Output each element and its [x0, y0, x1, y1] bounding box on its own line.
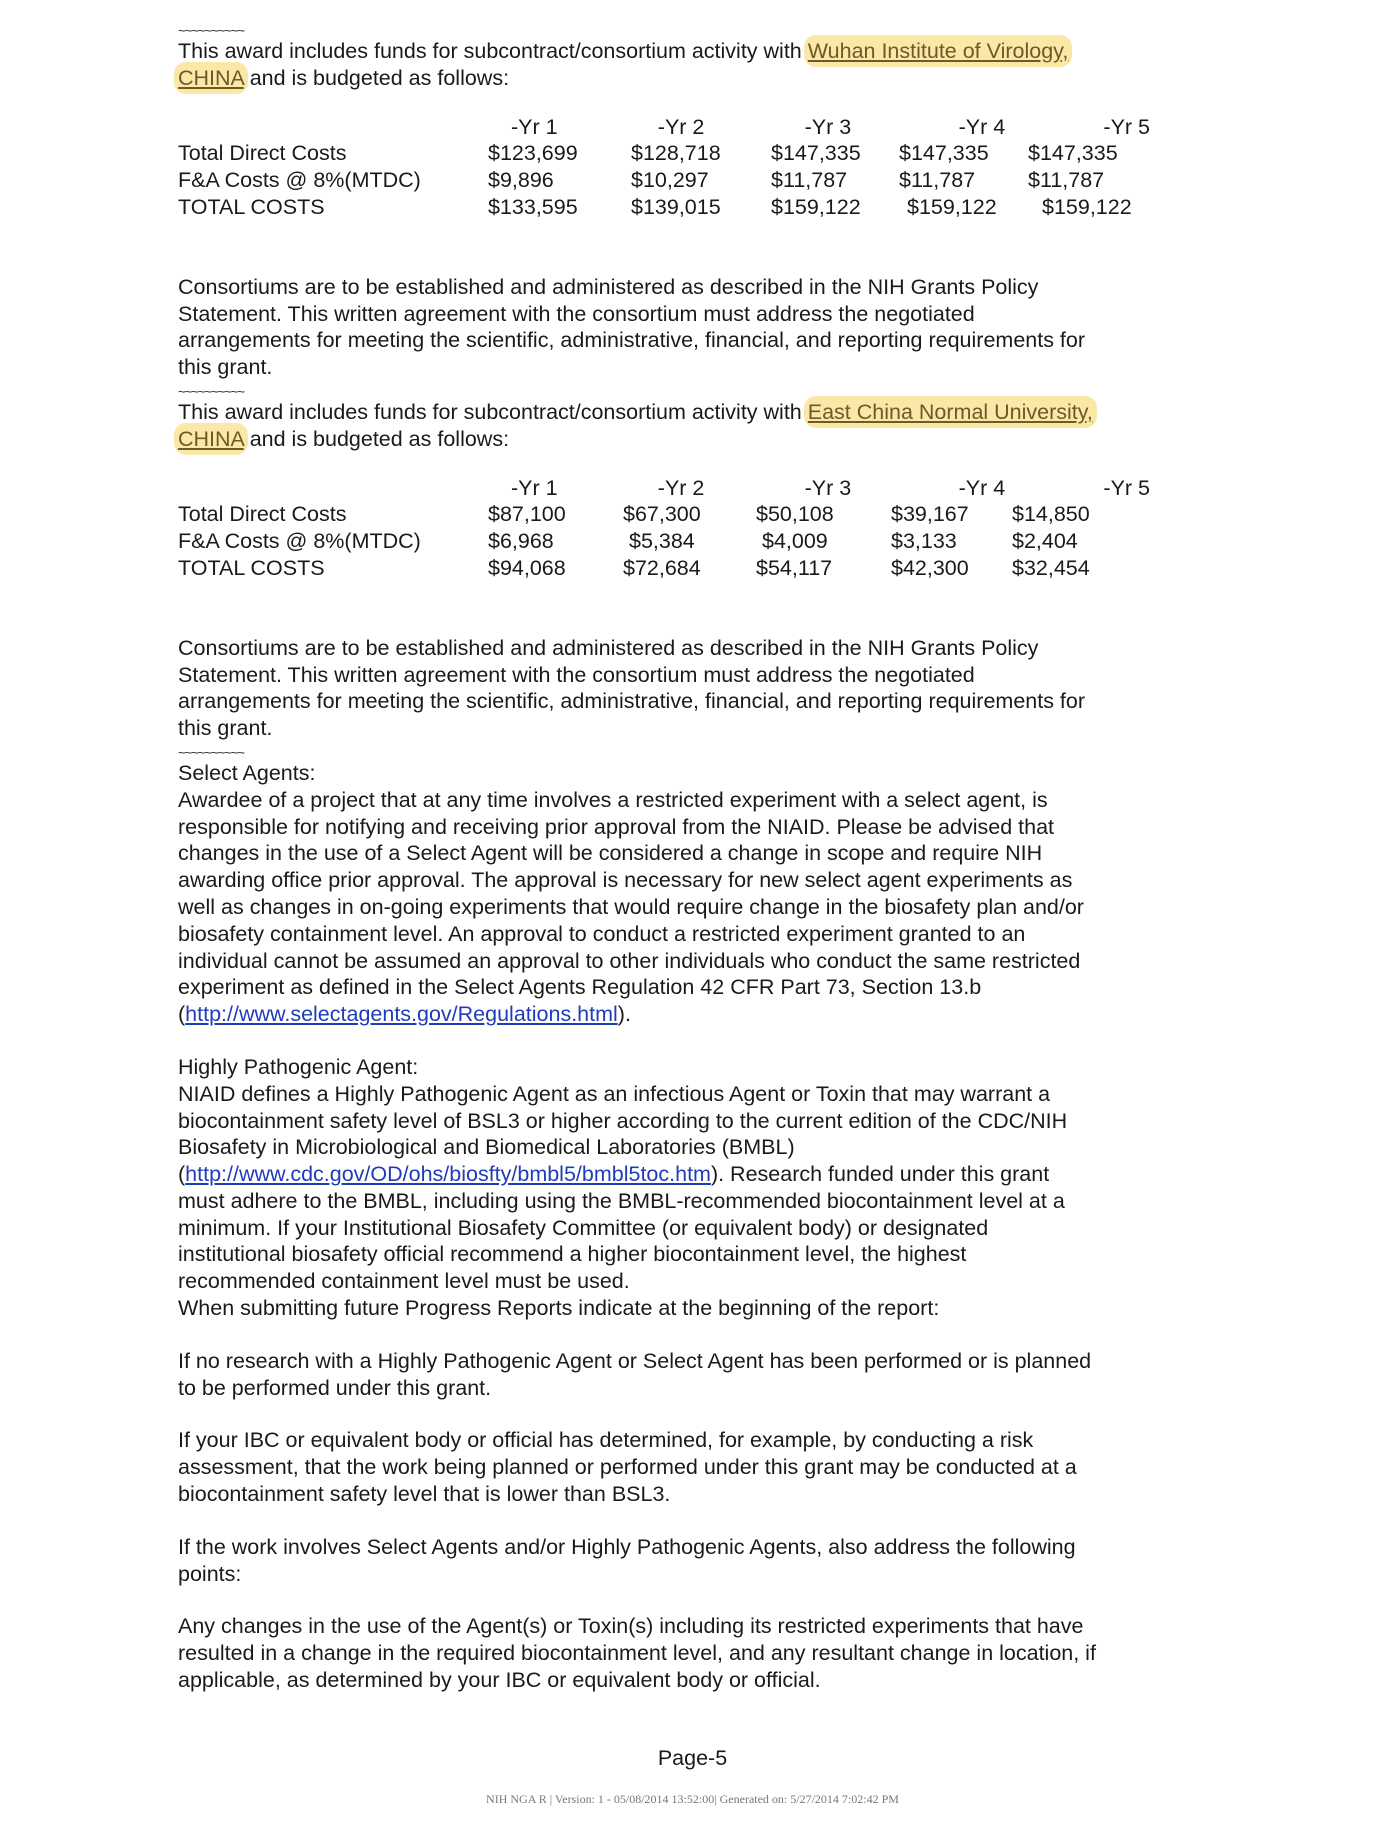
paragraph-line: If the work involves Select Agents and/or Highly Pathogenic Agents, also address the following — [178, 1534, 1076, 1559]
year-header: -Yr 5 — [1103, 475, 1150, 500]
ibc-paragraph — [178, 1427, 1198, 1507]
policy-line: this grant. — [178, 355, 273, 380]
paragraph-line: If no research with a Highly Pathogenic Agent or Select Agent has been performed or is planned — [178, 1348, 1092, 1373]
institution-link[interactable]: Wuhan Institute of Virology, — [807, 39, 1069, 63]
pathogenic-paragraph — [178, 1081, 1198, 1322]
paragraph-line: Awardee of a project that at any time involves a restricted experiment with a select agent, is — [178, 787, 1048, 812]
budget-row — [178, 140, 1132, 167]
cell-value: $147,335 — [771, 141, 861, 166]
year-header: -Yr 1 — [511, 114, 558, 139]
cell-value: $67,300 — [623, 502, 701, 527]
budget-row-total — [178, 555, 1090, 582]
institution-link[interactable]: East China Normal University, — [807, 399, 1093, 424]
budget-row — [178, 167, 1132, 194]
policy-line: this grant. — [178, 716, 273, 741]
policy-line: Statement. This written agreement with the consortium must address the negotiated — [178, 662, 975, 687]
cell-value: $159,122 — [1042, 194, 1132, 219]
year-header: -Yr 4 — [958, 114, 1006, 139]
consortium-ecnu-section — [178, 399, 1198, 742]
paragraph-line: minimum. If your Institutional Biosafety Committee (or equivalent body) or designated — [178, 1215, 989, 1240]
paragraph-line: points: — [178, 1561, 242, 1586]
paragraph-line: biocontainment safety level of BSL3 or higher according to the current edition of the CDC/NIH — [178, 1108, 1068, 1133]
paragraph-line: well as changes in on-going experiments that would require change in the biosafety plan and/or — [178, 894, 1084, 919]
select-agents-paragraph — [178, 787, 1198, 1028]
paren: ( — [178, 1002, 186, 1027]
budget-row — [178, 528, 1090, 555]
row-label: TOTAL COSTS — [178, 194, 325, 219]
cell-value: $94,068 — [488, 555, 566, 580]
cell-value: $139,015 — [631, 194, 721, 219]
year-header: -Yr 2 — [657, 475, 705, 500]
cell-value: $159,122 — [907, 194, 997, 219]
cell-value: $32,454 — [1012, 555, 1090, 580]
paren: ). — [617, 1002, 631, 1027]
row-label: F&A Costs @ 8%(MTDC) — [178, 529, 421, 554]
paragraph-line: individual cannot be assumed an approval to other individuals who conduct the same restricted — [178, 948, 1081, 973]
paragraph-line: recommended containment level must be used. — [178, 1269, 630, 1294]
row-label: Total Direct Costs — [178, 502, 347, 527]
cell-value: $147,335 — [899, 141, 989, 166]
document-body — [178, 24, 1198, 1694]
cell-value: $2,404 — [1012, 529, 1078, 554]
cell-value: $50,108 — [756, 502, 834, 527]
policy-line: Consortiums are to be established and administered as described in the NIH Grants Policy — [178, 274, 1039, 299]
budget-header-row — [178, 114, 1198, 141]
budget-values-wuhan — [178, 140, 1132, 220]
paragraph-line: assessment, that the work being planned or performed under this grant may be conducted at a — [178, 1455, 1077, 1480]
consortium-policy-paragraph — [178, 274, 1198, 381]
cell-value: $128,718 — [631, 141, 721, 166]
regulations-link[interactable]: http://www.selectagents.gov/Regulations.html — [185, 1002, 618, 1027]
cell-value: $14,850 — [1012, 502, 1090, 527]
intro-text: This award includes funds for subcontract/consortium activity with — [178, 39, 808, 63]
country-link[interactable]: CHINA — [178, 426, 244, 451]
budget-header-row — [178, 475, 1198, 502]
year-header: -Yr 2 — [657, 114, 705, 139]
year-header: -Yr 4 — [958, 475, 1006, 500]
cell-value: $42,300 — [891, 555, 969, 580]
cell-value: $54,117 — [756, 555, 833, 580]
year-header: -Yr 1 — [511, 475, 558, 500]
involves-paragraph — [178, 1534, 1198, 1588]
paragraph-line: experiment as defined in the Select Agents Regulation 42 CFR Part 73, Section 13.b — [178, 975, 982, 1000]
bmbl-link[interactable]: http://www.cdc.gov/OD/ohs/biosfty/bmbl5/bmbl5toc.htm — [185, 1162, 711, 1187]
cell-value: $11,787 — [1028, 168, 1105, 193]
budget-table-wuhan — [178, 114, 1198, 141]
year-header: -Yr 3 — [804, 114, 852, 139]
intro-text-end: and is budgeted as follows: — [243, 65, 510, 90]
paragraph-line: NIAID defines a Highly Pathogenic Agent as an infectious Agent or Toxin that may warrant a — [178, 1081, 1051, 1106]
paragraph-line: biosafety containment level. An approval to conduct a restricted experiment granted to an — [178, 921, 1026, 946]
intro-text: This award includes funds for subcontract/consortium activity with — [178, 399, 808, 424]
section-heading: Select Agents: — [178, 760, 316, 785]
separator: ~~~~~~~~~~ — [178, 23, 244, 38]
paragraph-line: resulted in a change in the required biocontainment level, and any resultant change in location, if — [178, 1641, 1096, 1666]
cell-value: $123,699 — [488, 141, 578, 166]
cell-value: $5,384 — [629, 529, 695, 554]
cell-value: $9,896 — [488, 168, 554, 193]
cell-value: $87,100 — [488, 502, 566, 527]
paragraph-line: Any changes in the use of the Agent(s) or Toxin(s) including its restricted experiments that have — [178, 1614, 1084, 1639]
policy-line: Statement. This written agreement with the consortium must address the negotiated — [178, 301, 975, 326]
policy-line: Consortiums are to be established and administered as described in the NIH Grants Policy — [178, 635, 1039, 660]
cell-value: $133,595 — [488, 194, 578, 219]
intro-text-end: and is budgeted as follows: — [243, 426, 510, 451]
cell-value: $39,167 — [891, 502, 969, 527]
year-header: -Yr 3 — [804, 475, 852, 500]
consortium-intro — [178, 38, 1198, 92]
pathogenic-agent-section — [178, 1054, 1198, 1322]
paragraph-line: responsible for notifying and receiving prior approval from the NIAID. Please be advised that — [178, 814, 1054, 839]
separator: ~~~~~~~~~~ — [178, 383, 244, 399]
paren: ( — [178, 1162, 186, 1187]
budget-table-ecnu — [178, 475, 1198, 502]
paragraph-line: applicable, as determined by your IBC or equivalent body or official. — [178, 1668, 821, 1693]
consortium-wuhan-section — [178, 38, 1198, 381]
paragraph-line: When submitting future Progress Reports indicate at the beginning of the report: — [178, 1296, 940, 1321]
policy-line: arrangements for meeting the scientific, administrative, financial, and reporting requirements for — [178, 689, 1086, 714]
consortium-policy-paragraph — [178, 635, 1198, 742]
footer-metadata: NIH NGA R | Version: 1 - 05/08/2014 13:52:00| Generated on: 5/27/2014 7:02:42 PM — [486, 1792, 899, 1806]
budget-row — [178, 501, 1090, 528]
no-research-paragraph — [178, 1348, 1198, 1402]
section-heading: Highly Pathogenic Agent: — [178, 1054, 419, 1079]
budget-values-ecnu — [178, 501, 1090, 581]
separator: ~~~~~~~~~~ — [178, 744, 244, 760]
cell-value: $11,787 — [899, 168, 976, 193]
paragraph-line: must adhere to the BMBL, including using the BMBL-recommended biocontainment level at a — [178, 1188, 1065, 1213]
paragraph-line: ). Research funded under this grant — [710, 1162, 1050, 1187]
policy-line: arrangements for meeting the scientific, administrative, financial, and reporting requirements for — [178, 328, 1086, 353]
page-number: Page-5 — [657, 1746, 728, 1770]
country-link[interactable]: CHINA — [178, 65, 244, 90]
cell-value: $159,122 — [771, 194, 861, 219]
row-label: Total Direct Costs — [178, 141, 347, 166]
year-header: -Yr 5 — [1103, 114, 1150, 139]
paragraph-line: to be performed under this grant. — [178, 1375, 492, 1400]
row-label: TOTAL COSTS — [178, 555, 325, 580]
consortium-intro — [178, 399, 1198, 453]
cell-value: $3,133 — [891, 529, 957, 554]
cell-value: $11,787 — [771, 168, 848, 193]
cell-value: $10,297 — [631, 168, 709, 193]
paragraph-line: institutional biosafety official recommend a higher biocontainment level, the highest — [178, 1242, 967, 1267]
paragraph-line: If your IBC or equivalent body or official has determined, for example, by conducting a risk — [178, 1428, 1034, 1453]
paragraph-line: awarding office prior approval. The approval is necessary for new select agent experiments as — [178, 868, 1073, 893]
paragraph-line: Biosafety in Microbiological and Biomedical Laboratories (BMBL) — [178, 1135, 795, 1160]
row-label: F&A Costs @ 8%(MTDC) — [178, 168, 421, 193]
cell-value: $4,009 — [762, 529, 828, 554]
cell-value: $6,968 — [488, 529, 554, 554]
select-agents-section — [178, 760, 1198, 1028]
budget-row-total — [178, 194, 1132, 221]
cell-value: $72,684 — [623, 555, 701, 580]
changes-paragraph — [178, 1613, 1198, 1693]
cell-value: $147,335 — [1028, 141, 1118, 166]
paragraph-line: biocontainment safety level that is lower than BSL3. — [178, 1482, 671, 1507]
paragraph-line: changes in the use of a Select Agent will be considered a change in scope and require NIH — [178, 841, 1043, 866]
